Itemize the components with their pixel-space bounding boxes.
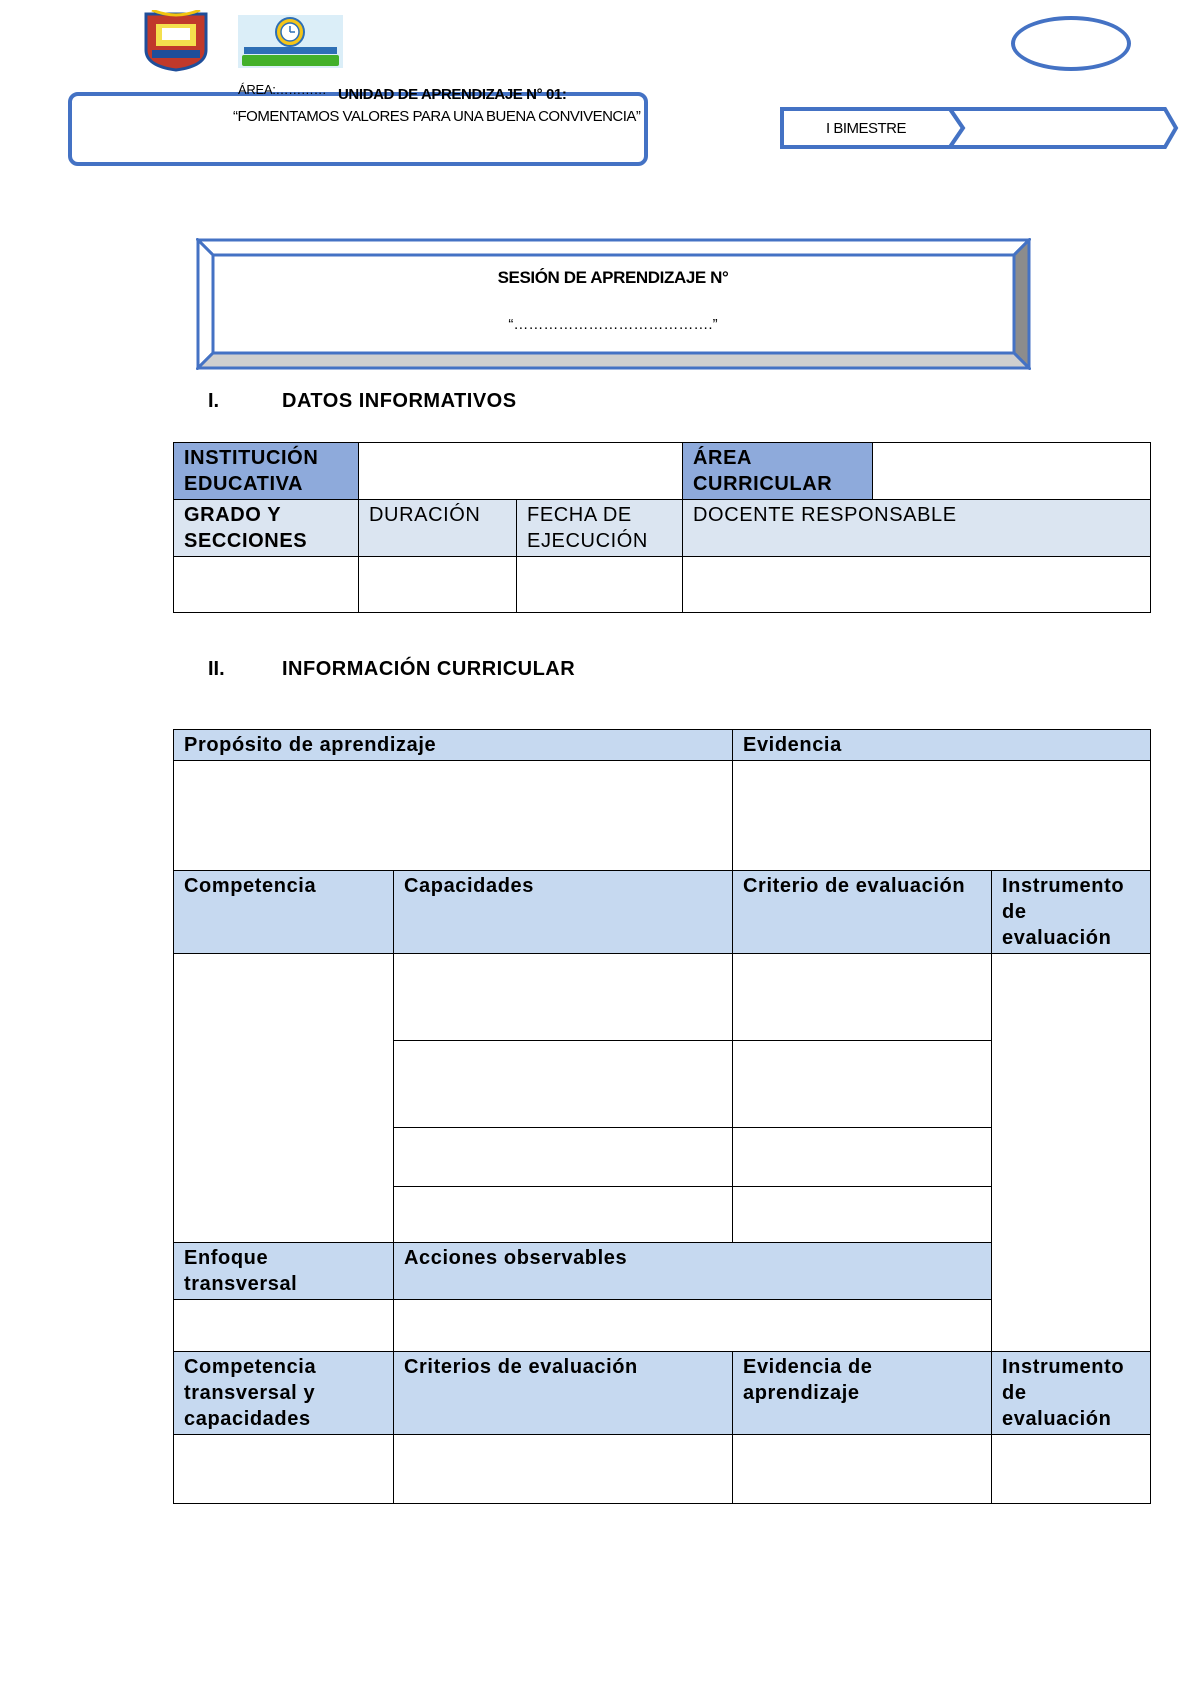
competencia-transversal-value[interactable] — [174, 1435, 394, 1504]
criterio-cell-1[interactable] — [733, 954, 992, 1041]
instrumento-header-2: Instrumento de evaluación — [992, 1352, 1151, 1435]
institucion-value[interactable] — [359, 443, 683, 500]
evidencia-value[interactable] — [733, 761, 1151, 871]
criterios-value[interactable] — [394, 1435, 733, 1504]
proposito-header: Propósito de aprendizaje — [174, 730, 733, 761]
criterios-header: Criterios de evaluación — [394, 1352, 733, 1435]
docente-label: DOCENTE RESPONSABLE — [683, 500, 1151, 557]
capacidad-cell-1[interactable] — [394, 954, 733, 1041]
session-banner-frame — [196, 238, 1031, 370]
instrumento-value[interactable] — [992, 954, 1151, 1352]
criterio-cell-3[interactable] — [733, 1128, 992, 1187]
capacidades-header: Capacidades — [394, 871, 733, 954]
proposito-value[interactable] — [174, 761, 733, 871]
session-title: SESIÓN DE APRENDIZAJE N° — [497, 268, 729, 287]
unit-title: UNIDAD DE APRENDIZAJE N° 01: — [338, 86, 567, 103]
enfoque-header: Enfoque transversal — [174, 1243, 394, 1300]
duracion-label: DURACIÓN — [359, 500, 517, 557]
section2-number: II. — [208, 658, 225, 680]
decorative-oval — [1011, 16, 1131, 71]
grado-value[interactable] — [174, 557, 359, 613]
institucion-label: INSTITUCIÓN EDUCATIVA — [174, 443, 359, 500]
unit-name: “FOMENTAMOS VALORES PARA UNA BUENA CONVIVENCIA” — [233, 108, 641, 125]
section2-heading: INFORMACIÓN CURRICULAR — [282, 658, 576, 680]
datos-informativos-table — [173, 442, 1151, 613]
criterio-cell-2[interactable] — [733, 1041, 992, 1128]
grado-label: GRADO Y SECCIONES — [174, 500, 359, 557]
section1-heading: DATOS INFORMATIVOS — [282, 390, 517, 412]
area-label: ÁREA:………… — [238, 82, 327, 97]
competencia-header: Competencia — [174, 871, 394, 954]
criterio-cell-4[interactable] — [733, 1187, 992, 1243]
section1-number: I. — [208, 390, 220, 412]
area-curricular-label: ÁREA CURRICULAR — [683, 443, 873, 500]
jornada-escolar-completa-logo — [238, 15, 343, 68]
competencia-transversal-header: Competencia transversal y capacidades — [174, 1352, 394, 1435]
duracion-value[interactable] — [359, 557, 517, 613]
school-crest-logo — [142, 10, 210, 72]
competencia-value[interactable] — [174, 954, 394, 1243]
evidencia-header: Evidencia — [733, 730, 1151, 761]
docente-value[interactable] — [683, 557, 1151, 613]
area-curricular-value[interactable] — [873, 443, 1151, 500]
instrumento-value-2[interactable] — [992, 1435, 1151, 1504]
unit-frame — [68, 92, 648, 166]
evidencia-aprendizaje-value[interactable] — [733, 1435, 992, 1504]
bimestre-label: I BIMESTRE — [826, 120, 907, 137]
fecha-label: FECHA DE EJECUCIÓN — [517, 500, 683, 557]
informacion-curricular-table — [173, 729, 1151, 1504]
fecha-value[interactable] — [517, 557, 683, 613]
capacidad-cell-4[interactable] — [394, 1187, 733, 1243]
capacidad-cell-2[interactable] — [394, 1041, 733, 1128]
acciones-header: Acciones observables — [394, 1243, 992, 1300]
session-name-placeholder: “………………………………….” — [508, 316, 718, 333]
criterio-header: Criterio de evaluación — [733, 871, 992, 954]
instrumento-header: Instrumento de evaluación — [992, 871, 1151, 954]
evidencia-aprendizaje-header: Evidencia de aprendizaje — [733, 1352, 992, 1435]
capacidad-cell-3[interactable] — [394, 1128, 733, 1187]
enfoque-value[interactable] — [174, 1300, 394, 1352]
acciones-value[interactable] — [394, 1300, 992, 1352]
